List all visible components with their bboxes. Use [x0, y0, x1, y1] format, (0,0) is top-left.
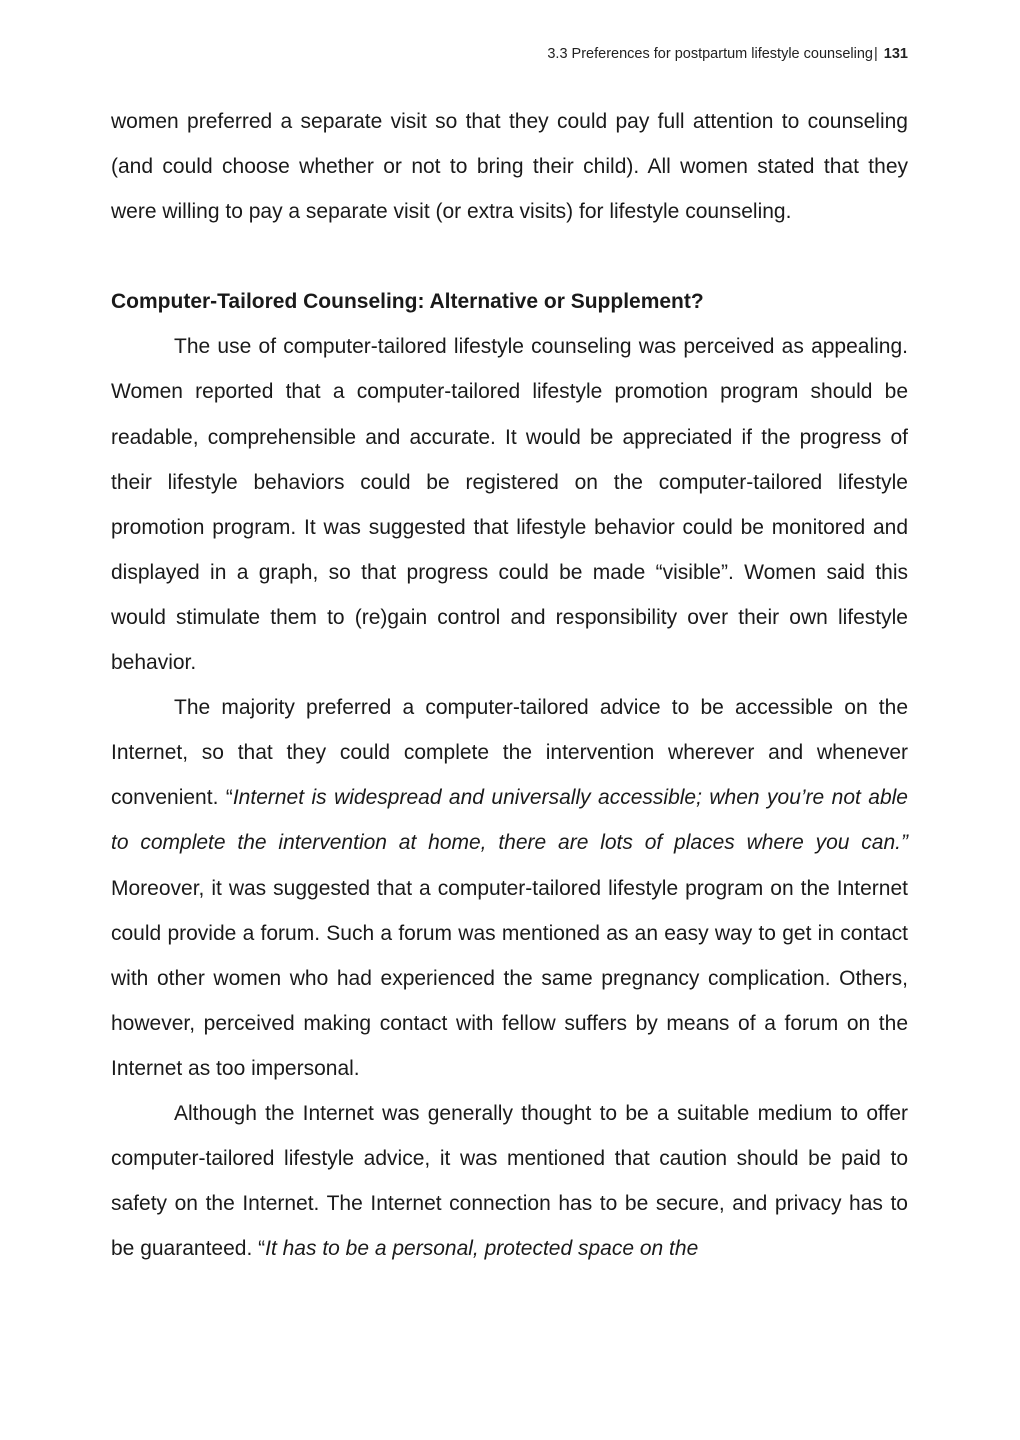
header-separator: | [873, 46, 878, 62]
paragraph-3 [111, 1091, 908, 1271]
paragraph-3-quote: It has to be a personal, protected space on the [265, 1237, 699, 1261]
running-header [547, 44, 908, 64]
paragraph-2-quote: Internet is widespread and universally accessible; when you’re not able to complete the intervention at home, there are lots of places where you can.” [111, 786, 908, 855]
paragraph-1: The use of computer-tailored lifestyle counseling was perceived as appealing. Women reported that a computer-tailored lifestyle promotion program should be readable, comprehensible and accurate. It would be appreciated if the progress of their lifestyle behaviors could be registered on the computer-tailored lifestyle promotion program. It was suggested that lifestyle behavior could be monitored and displayed in a graph, so that progress could be made “visible”. Women said this would stimulate them to (re)gain control and responsibility over their own lifestyle behavior. [111, 335, 908, 675]
section-heading: Computer-Tailored Counseling: Alternative or Supplement? [111, 290, 704, 314]
paragraph-2-start: The majority preferred a computer-tailored advice to be accessible on the Internet, so that they could complete the intervention wherever and whenever convenient. “ [111, 696, 908, 810]
body-text [111, 99, 908, 1271]
section-spacer [111, 234, 908, 279]
page-number: 131 [883, 46, 908, 62]
paragraph-intro: women preferred a separate visit so that they could pay full attention to counseling (and could choose whether or not to bring their child). All women stated that they were willing to pay a separate visit (or extra visits) for lifestyle counseling. [111, 110, 908, 224]
header-section-title: 3.3 Preferences for postpartum lifestyle counseling [547, 46, 873, 62]
paragraph-3-start: Although the Internet was generally thought to be a suitable medium to offer computer-tailored lifestyle advice, it was mentioned that caution should be paid to safety on the Internet. The Internet connection has to be secure, and privacy has to be guaranteed. “ [111, 1101, 908, 1261]
paragraph-2-end: Moreover, it was suggested that a computer-tailored lifestyle program on the Internet could provide a forum. Such a forum was mentioned as an easy way to get in contact with other women who had experienced the same pregnancy complication. Others, however, perceived making contact with fellow suffers by means of a forum on the Internet as too impersonal. [111, 876, 908, 1080]
paragraph-2 [111, 685, 908, 1091]
